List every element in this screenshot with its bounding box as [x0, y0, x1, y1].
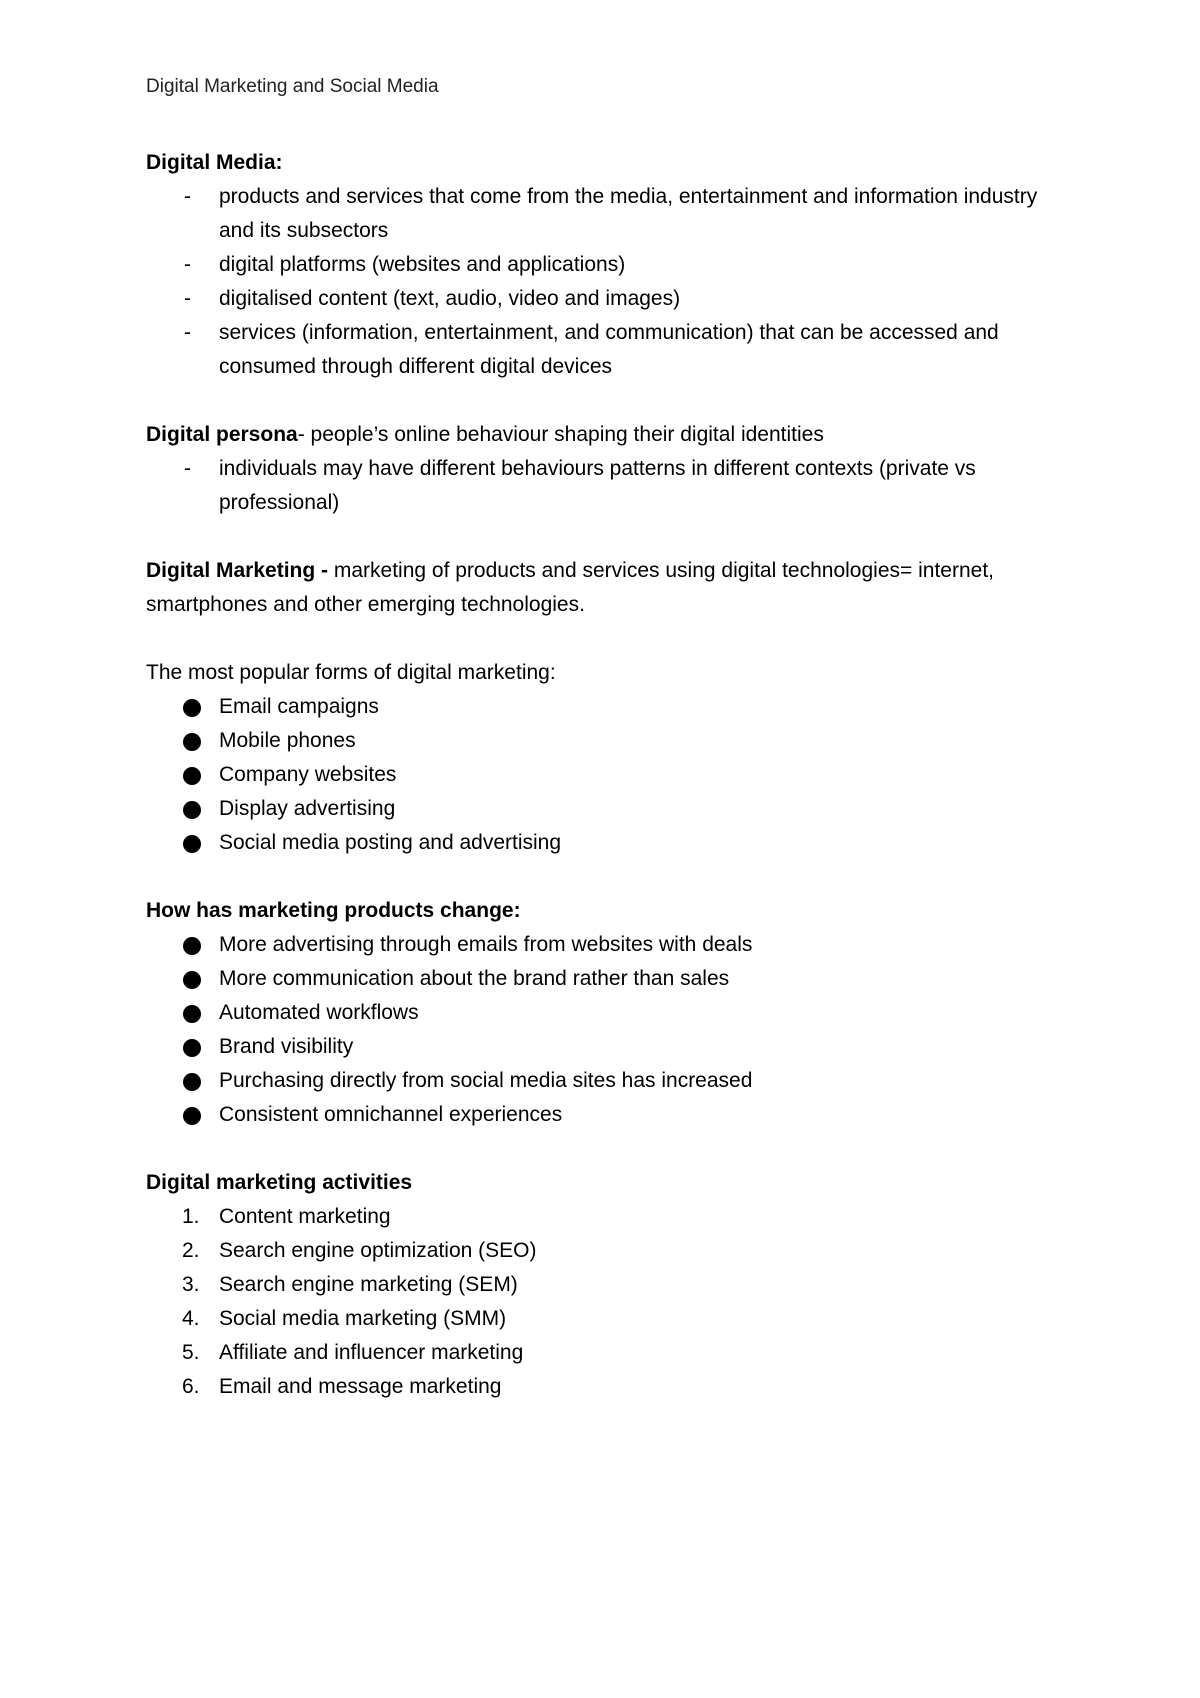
list-item-text: products and services that come from the media, entertainment and information industry and its subsectors [219, 185, 1038, 242]
list-item-text: Email campaigns [219, 695, 379, 718]
list-number: 1. [182, 1205, 200, 1228]
bullet-icon [183, 801, 201, 819]
list-item [146, 996, 1066, 1030]
list-number: 2. [182, 1239, 200, 1262]
list-item [146, 1098, 1066, 1132]
list-item-text: Display advertising [219, 797, 396, 820]
list-item-text: Purchasing directly from social media sites has increased [219, 1069, 753, 1092]
section-digital-media [146, 146, 1066, 384]
list-item [146, 928, 1066, 962]
list-item [146, 1370, 1066, 1404]
list-item-text: Social media marketing (SMM) [219, 1307, 507, 1330]
list-item-text: More advertising through emails from websites with deals [219, 933, 753, 956]
list-item [146, 1234, 1066, 1268]
bullet-icon [183, 699, 201, 717]
dash-marker: - [184, 287, 191, 310]
list-item-text: individuals may have different behaviours patterns in different contexts (private vs professional) [219, 457, 976, 514]
bullet-icon [183, 971, 201, 989]
section-digital-marketing [146, 554, 1066, 622]
list-item-text: Automated workflows [219, 1001, 419, 1024]
list-item-text: Social media posting and advertising [219, 831, 562, 854]
page-header: Digital Marketing and Social Media [146, 76, 439, 97]
list-item [146, 1030, 1066, 1064]
list-item [146, 1200, 1066, 1234]
bullet-icon [183, 1073, 201, 1091]
list-item-text: Search engine marketing (SEM) [219, 1273, 518, 1296]
list-number: 3. [182, 1273, 200, 1296]
list-item [146, 690, 1066, 724]
list-item [146, 826, 1066, 860]
list-item [146, 248, 1066, 282]
list-number: 4. [182, 1307, 200, 1330]
section-heading-marketing-change: How has marketing products change: [146, 899, 521, 922]
dash-marker: - [184, 457, 191, 480]
list-item [146, 1336, 1066, 1370]
bullet-icon [183, 767, 201, 785]
section-digital-persona [146, 418, 1066, 520]
list-item [146, 316, 1066, 384]
list-item-text: services (information, entertainment, and communication) that can be accessed and consumed through different digital devices [219, 321, 999, 378]
dash-marker: - [184, 321, 191, 344]
digital-marketing-definition: marketing of products and services using digital technologies= internet, smartphones and other emerging technologies. [146, 559, 994, 616]
marketing-change-list [146, 928, 1066, 1132]
digital-persona-term: Digital persona [146, 423, 298, 446]
digital-persona-definition-line [146, 418, 1066, 452]
list-item [146, 282, 1066, 316]
popular-forms-list [146, 690, 1066, 860]
list-item [146, 452, 1066, 520]
bullet-icon [183, 733, 201, 751]
activities-list [146, 1200, 1066, 1404]
bullet-icon [183, 1039, 201, 1057]
list-item [146, 962, 1066, 996]
digital-persona-list [146, 452, 1066, 520]
list-item-text: Search engine optimization (SEO) [219, 1239, 537, 1262]
list-item [146, 180, 1066, 248]
section-heading-activities: Digital marketing activities [146, 1171, 413, 1194]
list-number: 5. [182, 1341, 200, 1364]
list-item [146, 1302, 1066, 1336]
list-item [146, 1268, 1066, 1302]
list-item-text: Company websites [219, 763, 397, 786]
bullet-icon [183, 1107, 201, 1125]
list-item [146, 724, 1066, 758]
list-item-text: Mobile phones [219, 729, 356, 752]
bullet-icon [183, 1005, 201, 1023]
section-activities [146, 1166, 1066, 1404]
dash-marker: - [184, 253, 191, 276]
digital-media-list [146, 180, 1066, 384]
digital-marketing-definition-line [146, 554, 1066, 622]
list-item-text: Brand visibility [219, 1035, 354, 1058]
list-item [146, 1064, 1066, 1098]
list-item-text: Consistent omnichannel experiences [219, 1103, 563, 1126]
digital-marketing-term: Digital Marketing - [146, 559, 329, 582]
section-heading-digital-media: Digital Media: [146, 151, 283, 174]
bullet-icon [183, 937, 201, 955]
section-heading-popular-forms: The most popular forms of digital marketing: [146, 661, 556, 684]
list-item-text: Affiliate and influencer marketing [219, 1341, 524, 1364]
list-item-text: digitalised content (text, audio, video and images) [219, 287, 681, 310]
list-item-text: Email and message marketing [219, 1375, 502, 1398]
section-popular-forms [146, 656, 1066, 860]
list-item-text: Content marketing [219, 1205, 391, 1228]
list-item [146, 792, 1066, 826]
document-body [146, 146, 1066, 1438]
section-marketing-change [146, 894, 1066, 1132]
list-item [146, 758, 1066, 792]
list-number: 6. [182, 1375, 200, 1398]
list-item-text: More communication about the brand rather than sales [219, 967, 730, 990]
dash-marker: - [184, 185, 191, 208]
digital-persona-definition: - people’s online behaviour shaping their digital identities [297, 423, 824, 446]
list-item-text: digital platforms (websites and applications) [219, 253, 626, 276]
bullet-icon [183, 835, 201, 853]
